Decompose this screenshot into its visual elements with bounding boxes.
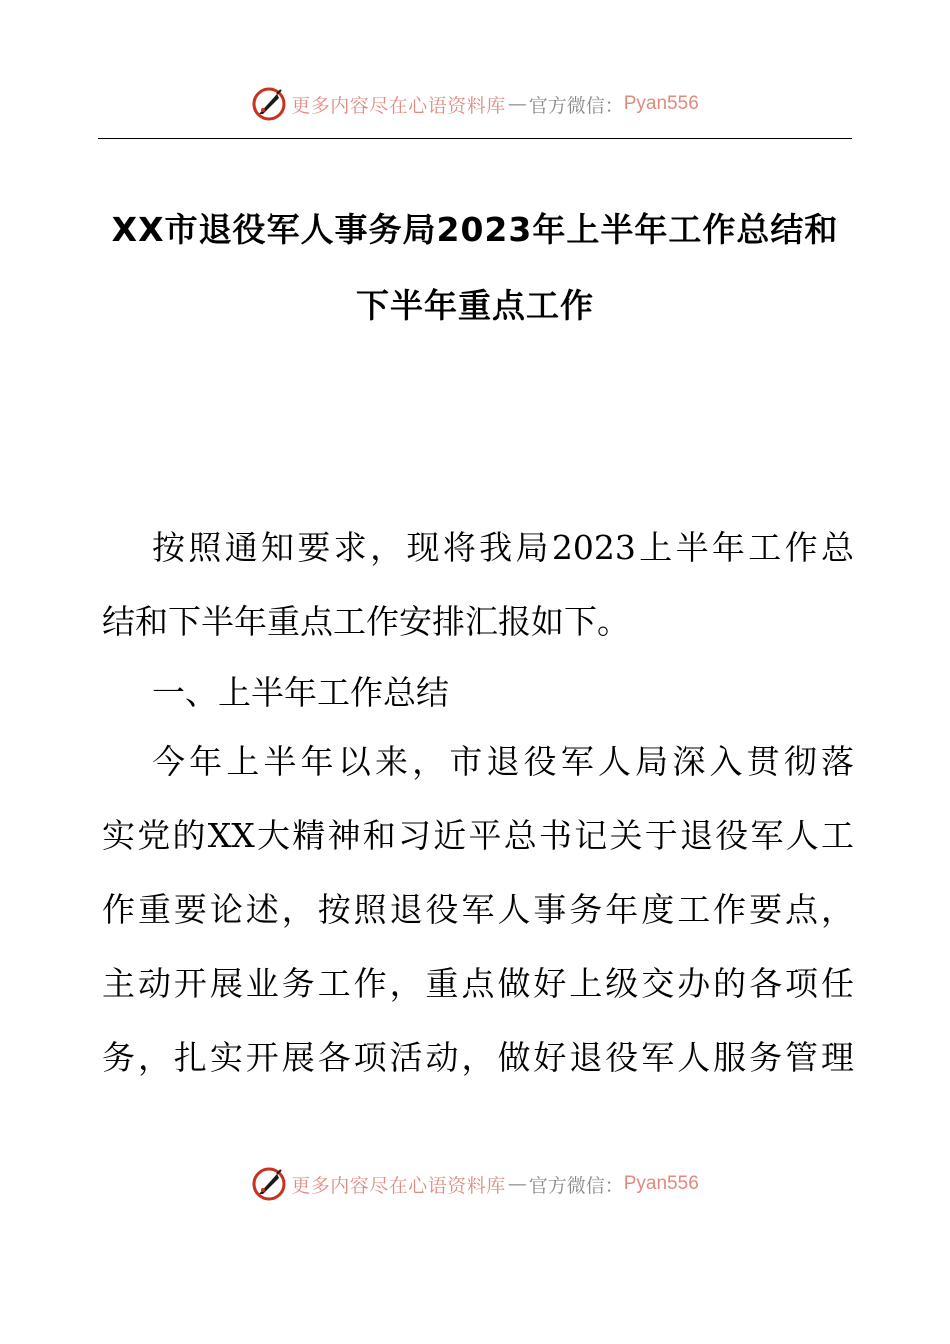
header-separator: — xyxy=(507,93,527,115)
header-divider xyxy=(98,138,852,139)
header-watermark xyxy=(0,82,950,126)
body-line: 主动开展业务工作，重点做好上级交办的各项任 xyxy=(102,964,854,1003)
footer-wechat-label: 官方微信： xyxy=(528,1174,624,1197)
body-line: 作重要论述，按照退役军人事务年度工作要点， xyxy=(102,890,854,929)
footer-watermark xyxy=(0,1162,950,1206)
document-title-line-2: 下半年重点工作 xyxy=(356,286,594,325)
body-line: 按照通知要求，现将我局2023上半年工作总 xyxy=(152,528,854,567)
body-line: 务，扎实开展各项活动，做好退役军人服务管理 xyxy=(102,1038,854,1077)
body-line: 实党的XX大精神和习近平总书记关于退役军人工 xyxy=(102,816,854,855)
body-line: 今年上半年以来，市退役军人局深入贯彻落 xyxy=(152,742,854,781)
quill-pen-logo-icon xyxy=(251,86,287,122)
quill-pen-logo-icon xyxy=(251,1166,287,1202)
header-wechat-label: 官方微信： xyxy=(528,94,624,117)
footer-site-text: 更多内容尽在心语资料库 xyxy=(291,1174,506,1197)
header-site-text: 更多内容尽在心语资料库 xyxy=(291,94,506,117)
document-title-line-1: XX市退役军人事务局2023年上半年工作总结和 xyxy=(111,210,839,249)
footer-separator: — xyxy=(507,1173,527,1195)
header-wechat-id: Pyan556 xyxy=(623,93,699,114)
section-heading: 一、上半年工作总结 xyxy=(152,673,449,712)
footer-wechat-id: Pyan556 xyxy=(623,1173,699,1194)
body-line: 结和下半年重点工作安排汇报如下。 xyxy=(102,602,630,641)
